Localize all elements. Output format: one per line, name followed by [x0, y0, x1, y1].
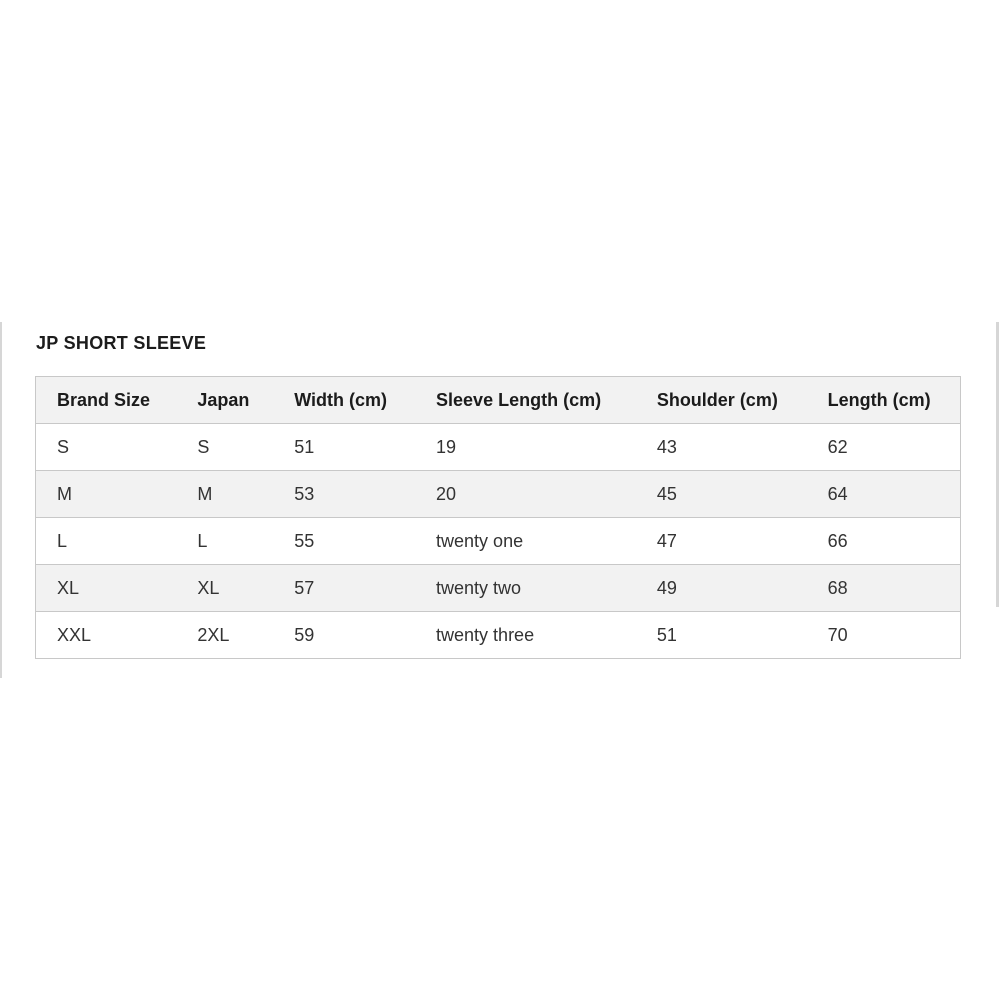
cell-width: 57 — [273, 565, 415, 612]
cell-brand-size: XXL — [36, 612, 177, 659]
cell-width: 51 — [273, 424, 415, 471]
cell-brand-size: S — [36, 424, 177, 471]
header-shoulder: Shoulder (cm) — [636, 377, 807, 424]
cell-length: 64 — [807, 471, 961, 518]
cell-shoulder: 45 — [636, 471, 807, 518]
header-brand-size: Brand Size — [36, 377, 177, 424]
cell-width: 59 — [273, 612, 415, 659]
table-row — [36, 518, 961, 565]
cell-length: 70 — [807, 612, 961, 659]
header-japan: Japan — [176, 377, 273, 424]
cell-japan: XL — [176, 565, 273, 612]
cell-sleeve-length: 20 — [415, 471, 636, 518]
cell-brand-size: M — [36, 471, 177, 518]
cell-sleeve-length: twenty three — [415, 612, 636, 659]
cell-width: 53 — [273, 471, 415, 518]
cell-sleeve-length: 19 — [415, 424, 636, 471]
table-row — [36, 471, 961, 518]
cell-shoulder: 49 — [636, 565, 807, 612]
cell-sleeve-length: twenty one — [415, 518, 636, 565]
table-row — [36, 565, 961, 612]
cell-japan: 2XL — [176, 612, 273, 659]
header-width: Width (cm) — [273, 377, 415, 424]
cell-width: 55 — [273, 518, 415, 565]
cell-length: 68 — [807, 565, 961, 612]
cell-brand-size: XL — [36, 565, 177, 612]
header-sleeve-length: Sleeve Length (cm) — [415, 377, 636, 424]
cell-shoulder: 47 — [636, 518, 807, 565]
panel-left-border — [0, 322, 2, 678]
cell-sleeve-length: twenty two — [415, 565, 636, 612]
table-title: JP SHORT SLEEVE — [36, 333, 207, 353]
cell-japan: M — [176, 471, 273, 518]
header-length: Length (cm) — [807, 377, 961, 424]
table-row — [36, 424, 961, 471]
cell-length: 62 — [807, 424, 961, 471]
cell-shoulder: 43 — [636, 424, 807, 471]
table-header-row — [36, 377, 961, 424]
cell-japan: S — [176, 424, 273, 471]
cell-brand-size: L — [36, 518, 177, 565]
cell-japan: L — [176, 518, 273, 565]
size-chart-table — [35, 376, 961, 659]
table-row — [36, 612, 961, 659]
panel-right-border — [996, 322, 999, 607]
cell-length: 66 — [807, 518, 961, 565]
cell-shoulder: 51 — [636, 612, 807, 659]
